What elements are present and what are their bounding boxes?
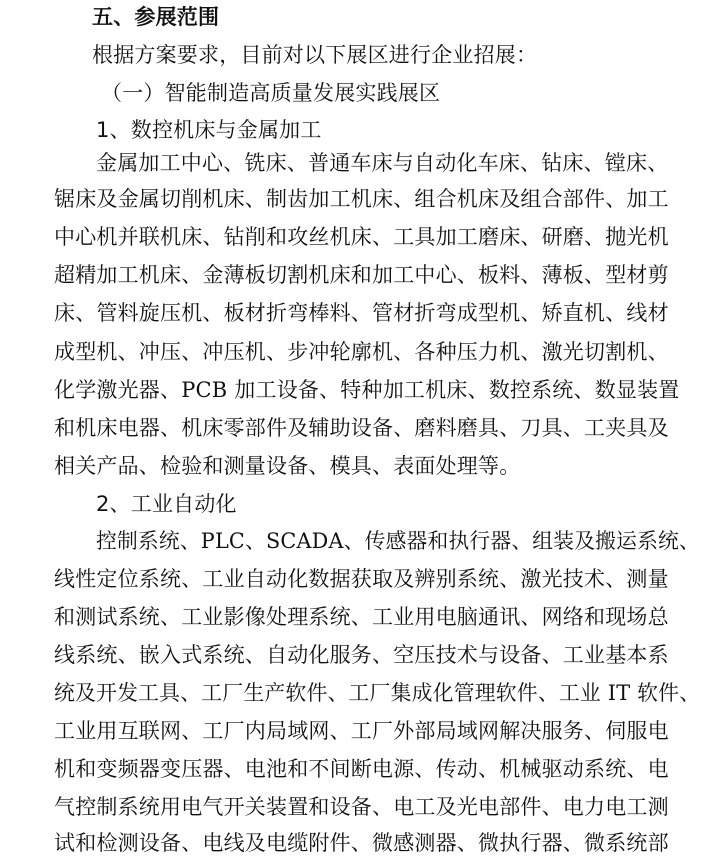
category-2-line-1: 控制系统、PLC、SCADA、传感器和执行器、组装及搬运系统、 — [96, 529, 700, 553]
category-1-line-5: 床、管料旋压机、板材折弯棒料、管材折弯成型机、矫直机、线材 — [54, 301, 669, 325]
category-1-line-7: 化学激光器、PCB 加工设备、特种加工机床、数控系统、数显装置 — [54, 378, 680, 402]
category-2-line-8: 气控制系统用电气开关装置和设备、电工及光电部件、电力电工测 — [54, 795, 669, 819]
section-title: 五、参展范围 — [92, 5, 220, 29]
intro-paragraph: 根据方案要求，目前对以下展区进行企业招展： — [92, 43, 538, 67]
category-2-line-5: 统及开发工具、工厂生产软件、工厂集成化管理软件、工业 IT 软件、 — [54, 681, 701, 705]
category-2-line-3: 和测试系统、工业影像处理系统、工业用电脑通讯、网络和现场总 — [54, 605, 669, 629]
zone-title: （一）智能制造高质量发展实践展区 — [101, 81, 441, 105]
category-1-line-2: 锯床及金属切削机床、制齿加工机床、组合机床及组合部件、加工 — [54, 187, 669, 211]
category-1-title: 1、数控机床与金属加工 — [96, 118, 322, 142]
category-2-title: 2、工业自动化 — [96, 492, 237, 516]
category-2-line-2: 线性定位系统、工业自动化数据获取及辨别系统、激光技术、测量 — [54, 567, 669, 591]
category-1-line-6: 成型机、冲压、冲压机、步冲轮廓机、各种压力机、激光切割机、 — [54, 340, 669, 364]
category-1-line-4: 超精加工机床、金薄板切割机床和加工中心、板料、薄板、型材剪 — [54, 263, 669, 287]
category-2-line-7: 机和变频器变压器、电池和不间断电源、传动、机械驱动系统、电 — [54, 757, 669, 781]
category-2-line-4: 线系统、嵌入式系统、自动化服务、空压技术与设备、工业基本系 — [54, 643, 669, 667]
category-1-line-3: 中心机并联机床、钻削和攻丝机床、工具加工磨床、研磨、抛光机 — [54, 225, 669, 249]
category-2-line-6: 工业用互联网、工厂内局域网、工厂外部局域网解决服务、伺服电 — [54, 719, 669, 743]
category-2-line-9: 试和检测设备、电线及电缆附件、微感测器、微执行器、微系统部 — [54, 831, 669, 855]
category-1-line-8: 和机床电器、机床零部件及辅助设备、磨料磨具、刀具、工夹具及 — [54, 416, 669, 440]
category-1-line-1: 金属加工中心、铣床、普通车床与自动化车床、钻床、镗床、 — [96, 151, 669, 175]
category-1-line-9: 相关产品、检验和测量设备、模具、表面处理等。 — [54, 454, 521, 478]
